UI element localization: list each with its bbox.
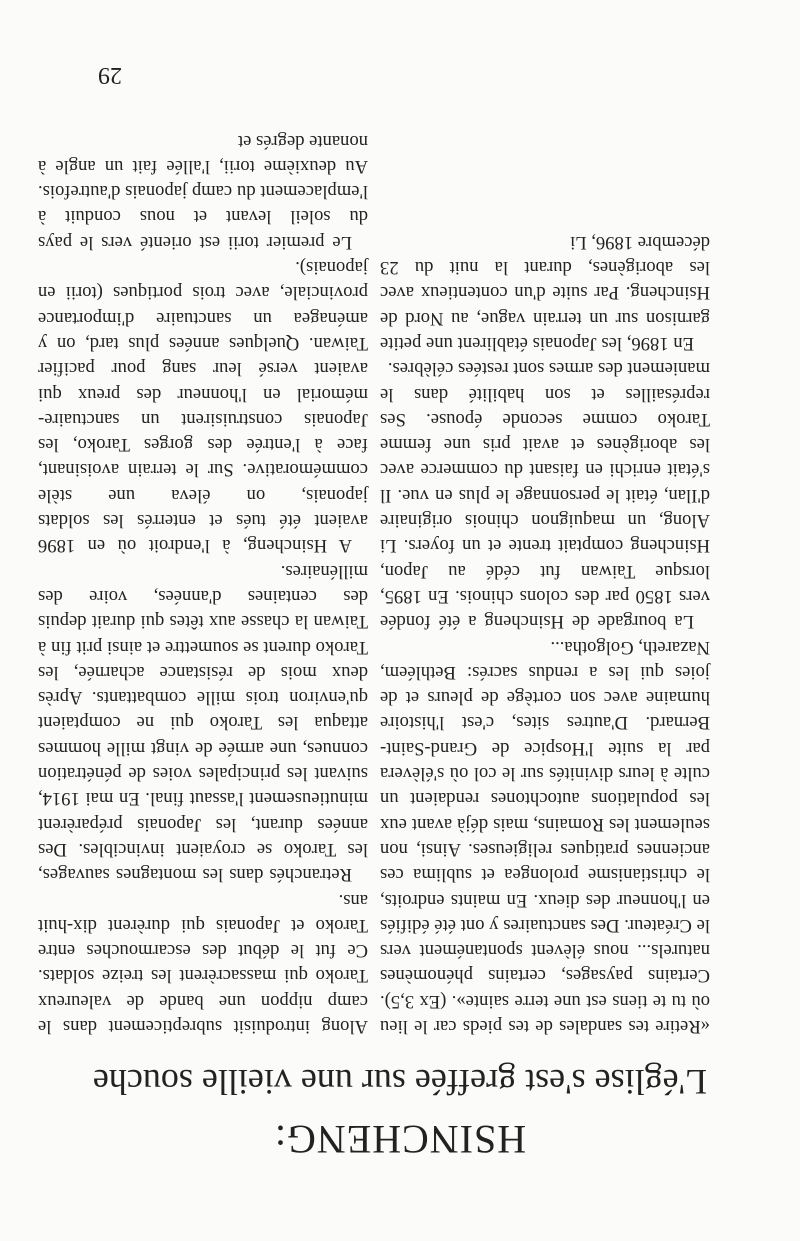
paragraph: En 1896, les Japonais établirent une petite garnison sur un terrain vague, au Nord de Hsincheng. Par suite d'un contentieux avec les aborigènes, durant la nuit du 23 décembre 1896, Li bbox=[380, 231, 710, 354]
page-number: 29 bbox=[98, 62, 122, 88]
paragraph: Le premier torii est orienté vers le pays du soleil levant et nous conduit à l'emplacement du camp japonais d'autrefois. Au deuxième torii, l'allée fait un angle à nonante degrés et bbox=[38, 130, 368, 253]
page-subtitle: L'église s'est greffée sur une vieille souche bbox=[92, 1062, 708, 1102]
right-column bbox=[38, 128, 368, 1039]
paragraph: «Retire tes sandales de tes pieds car le lieu où tu te tiens est une terre sainte». (Ex 3,5). Certains paysages, certains phénomènes naturels... nous élèvent spontanément vers le Créateur. Des sanctuaires y ont été édifiés en l'honneur des dieux. En maints endroits, le christianisme prolongea et sublima ces anciennes pratiques religieuses. Ainsi, non seulement les Romains, mais déjà avant eux les populations autochtones rendaient un culte à leurs divinités sur le col où s'élèvera par la suite l'Hospice de Grand-Saint-Bernard. D'autres sites, c'est l'histoire humaine avec son cortège de pleurs et de joies qui les a rendus sacrés: Bethléem, Nazareth, Golgotha... bbox=[380, 636, 710, 1037]
paragraph: Retranchés dans les montagnes sauvages, les Taroko se croyaient invincibles. Des années durant, les Japonais préparèrent minutieusement l'assaut final. En mai 1914, suivant les principales voies de pénétration connues, une armée de vingt mille hommes attaqua les Taroko qui ne comptaient qu'environ trois mille combattants. Après deux mois de résistance acharnée, les Taroko durent se soumettre et ainsi prit fin à Taiwan la chasse aux têtes qui durait depuis des centaines d'années, voire des millénaires. bbox=[38, 560, 368, 886]
paragraph: A Hsincheng, à l'endroit où en 1896 avaient été tués et enterrés les soldats japonais, on éleva une stèle commémorative. Sur le terrain avoisinant, face à l'entrée des gorges Taroko, les Japonais construisirent un sanctuaire-mémorial en l'honneur des preux qui avaient versé leur sang pour pacifier Taiwan. Quelques années plus tard, on y aménagea un sanctuaire d'importance provinciale, avec trois portiques (torii en japonais). bbox=[38, 257, 368, 557]
paragraph: La bourgade de Hsincheng a été fondée vers 1850 par des colons chinois. En 1895, lorsque Taiwan fut cédé au Japon, Hsincheng comptait trente et un foyers. Li Along, un maquignon chinois originaire d'Ilan, était le personnage le plus en vue. Il s'était enrichi en faisant du commerce avec les aborigènes et avait pris une femme Taroko comme seconde épouse. Ses représailles et son habilité dans le maniement des armes sont restées célèbres. bbox=[380, 358, 710, 633]
page-title: HSINCHENG: bbox=[273, 1117, 527, 1162]
left-column bbox=[380, 230, 710, 1040]
paragraph: Along introduisit subrepticement dans le camp nippon une bande de valeureux Taroko qui massacrèrent les treize soldats. Ce fut le début des escarmouches entre Taroko et Japonais qui durèrent dix-huit ans. bbox=[38, 889, 368, 1037]
